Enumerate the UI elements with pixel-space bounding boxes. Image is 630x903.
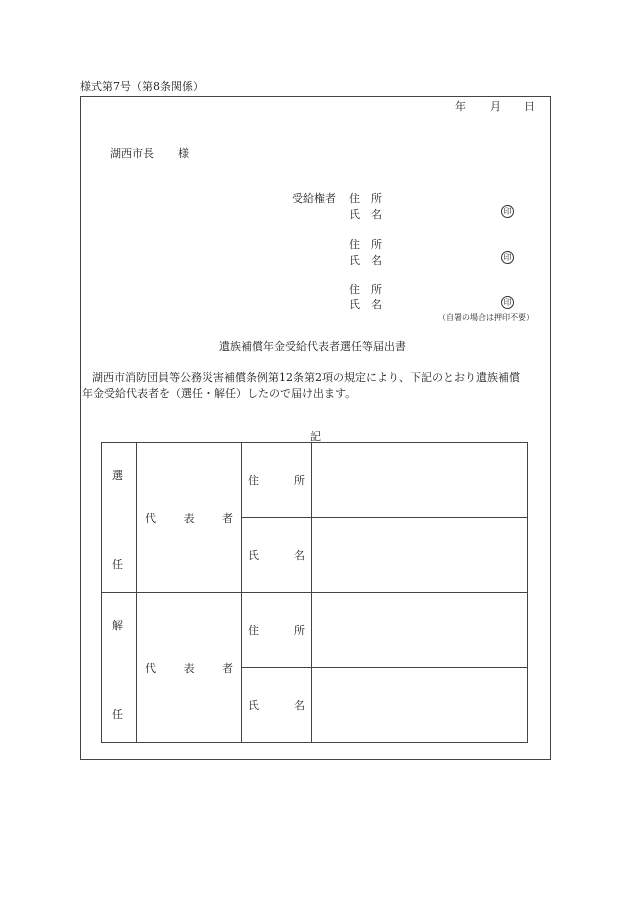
- applicant-name-label: 氏 名: [349, 208, 382, 221]
- representative-char: 代: [145, 511, 156, 525]
- type-bottom-char: 任: [112, 708, 123, 721]
- address-label-cell: [242, 593, 312, 668]
- representative-char: 表: [183, 661, 195, 675]
- representative-table: [101, 442, 528, 743]
- seal-mark-icon: 印: [501, 296, 514, 309]
- name-label-char: 名: [294, 549, 305, 562]
- addressee-honorific: 様: [178, 147, 189, 160]
- date-year-label: 年: [455, 100, 466, 113]
- body-text-line-2: 年金受給代表者を（選任・解任）したので届け出ます。: [82, 387, 357, 400]
- applicant-name-label: 氏 名: [349, 254, 382, 267]
- type-top-char: 解: [112, 619, 123, 632]
- name-label-char: 名: [294, 699, 305, 712]
- name-label-char: 氏: [248, 549, 259, 562]
- table-row-dismissal-address: [102, 593, 528, 668]
- address-label-char: 住: [248, 474, 259, 487]
- applicant-address-label: 住 所: [349, 238, 382, 251]
- type-top-char: 選: [112, 469, 123, 482]
- representative-label-cell: [137, 443, 242, 593]
- form-number: 様式第7号（第8条関係）: [80, 80, 204, 93]
- applicant-address-label: 住 所: [349, 192, 382, 205]
- signature-note: （自署の場合は押印不要）: [438, 313, 534, 322]
- name-label-cell: [242, 668, 312, 743]
- representative-char: 者: [222, 661, 233, 675]
- applicant-name-label: 氏 名: [349, 298, 382, 311]
- seal-mark-icon: 印: [501, 251, 514, 264]
- seal-mark-icon: 印: [501, 205, 514, 218]
- document-title: 遺族補償年金受給代表者選任等届出書: [219, 340, 406, 353]
- address-label-char: 所: [294, 474, 305, 487]
- date-month-label: 月: [490, 100, 501, 113]
- name-label-cell: [242, 518, 312, 593]
- type-bottom-char: 任: [112, 558, 123, 571]
- date-day-label: 日: [524, 100, 535, 113]
- address-label-char: 所: [294, 624, 305, 637]
- applicant-address-label: 住 所: [349, 283, 382, 296]
- ki-label: 記: [310, 430, 321, 443]
- dismissal-name-input-cell[interactable]: [312, 668, 528, 743]
- representative-char: 者: [222, 511, 233, 525]
- name-label-char: 氏: [248, 699, 259, 712]
- dismissal-address-input-cell[interactable]: [312, 593, 528, 668]
- representative-char: 表: [183, 511, 195, 525]
- table-row-appointment-address: [102, 443, 528, 518]
- recipient-role-label: 受給権者: [292, 192, 336, 205]
- dismissal-type-cell: [102, 593, 137, 743]
- appointment-address-input-cell[interactable]: [312, 443, 528, 518]
- representative-char: 代: [145, 661, 156, 675]
- appointment-type-cell: [102, 443, 137, 593]
- address-label-cell: [242, 443, 312, 518]
- representative-label-cell: [137, 593, 242, 743]
- body-text-line-1: 湖西市消防団員等公務災害補償条例第12条第2項の規定により、下記のとおり遺族補償: [92, 371, 520, 384]
- appointment-name-input-cell[interactable]: [312, 518, 528, 593]
- address-label-char: 住: [248, 624, 259, 637]
- addressee-name: 湖西市長: [110, 147, 154, 160]
